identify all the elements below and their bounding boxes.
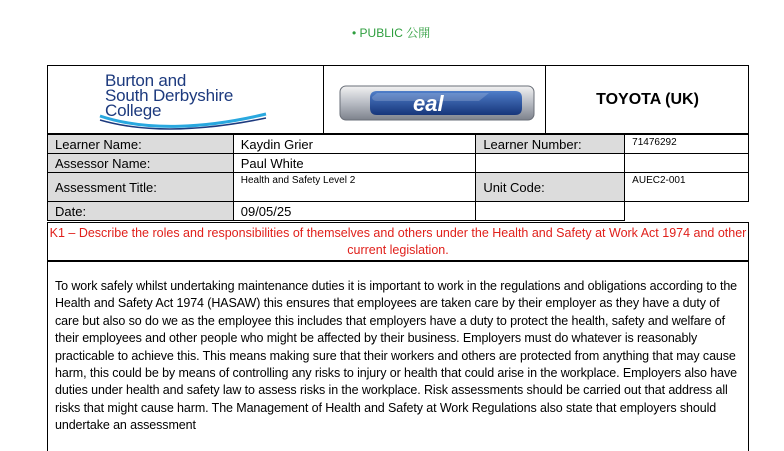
assessment-title-label: Assessment Title: (48, 173, 234, 202)
table-row (48, 202, 749, 221)
company-name: TOYOTA (UK) (545, 66, 749, 133)
learner-name-label: Learner Name: (48, 135, 234, 154)
learner-number-value: 71476292 (625, 135, 749, 154)
header-table (47, 65, 749, 134)
answer-text: To work safely whilst undertaking maintenance duties it is important to work in the regulations and obligations according to the Health and Safety Act 1974 (HASAW) this ensures that employees are taken care by their employer as they have a duty of care but also so do we as the employee this includes that employers have a duty to protect the health, safety and welfare of their employees and other people who might be affected by their business. Employers must do whatever is reasonably practicable to achieve this. This means making sure that their workers and others are protected from anything that may cause harm, this could be by means of controlling any risks to injury or health that could arise in the workplace. Employers also have duties under health and safety law to assess risks in the workplace. Risk assessments should be carried out that address all risks that might cause harm. The Management of Health and Safety at Work Regulations also state that employers should undertake an assessment (55, 279, 738, 433)
date-value: 09/05/25 (233, 202, 476, 221)
assessment-title-value: Health and Safety Level 2 (233, 173, 476, 202)
answer-box (47, 261, 749, 451)
assessor-name-value: Paul White (233, 154, 476, 173)
table-row (48, 173, 749, 202)
college-logo-line1: Burton and (105, 71, 187, 90)
table-row (48, 135, 749, 154)
assessor-name-label: Assessor Name: (48, 154, 234, 173)
college-logo-line2: South Derbyshire (105, 86, 234, 105)
college-logo (48, 66, 323, 133)
date-label: Date: (48, 202, 234, 221)
k1-criterion: K1 – Describe the roles and responsibilities of themselves and others under the Health and Safety at Work Act 1974 and other current legislation. (47, 222, 749, 261)
empty-cell (476, 202, 625, 221)
empty-cell (476, 154, 625, 173)
empty-cell (625, 154, 749, 173)
unit-code-value: AUEC2-001 (625, 173, 749, 202)
college-logo-line3: College (105, 101, 162, 120)
eal-logo (339, 85, 535, 121)
eal-logo-text: eal (413, 91, 444, 116)
unit-code-label: Unit Code: (476, 173, 625, 202)
empty-cell (625, 202, 749, 221)
learner-info-table (47, 134, 749, 221)
classification-label: • PUBLIC 公開 (352, 26, 431, 40)
eal-logo-cell (323, 66, 546, 133)
learner-name-value: Kaydin Grier (233, 135, 476, 154)
learner-number-label: Learner Number: (476, 135, 625, 154)
college-swoosh-icon (98, 110, 268, 130)
table-row (48, 154, 749, 173)
